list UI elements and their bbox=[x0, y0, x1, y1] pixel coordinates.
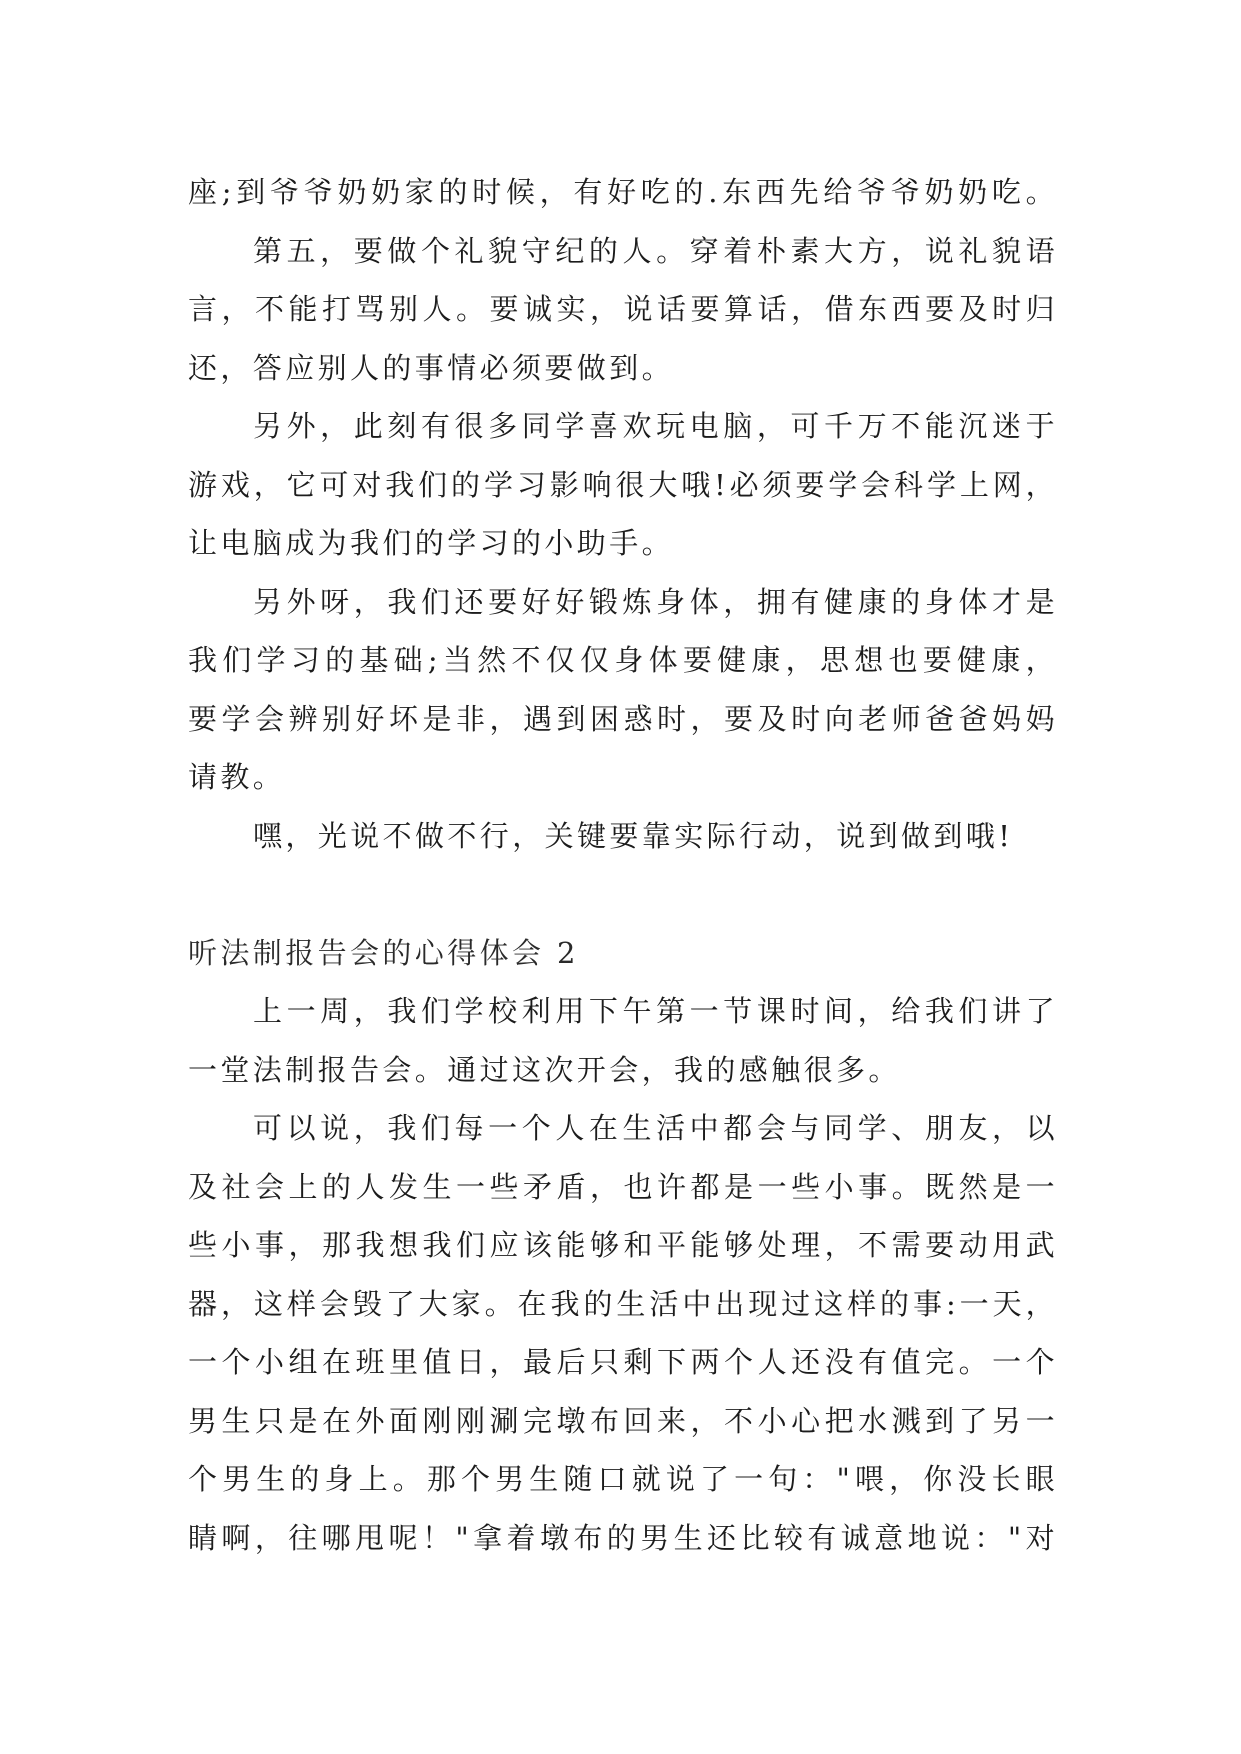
paragraph-line: 上一周，我们学校利用下午第一节课时间，给我们讲了 bbox=[253, 994, 1058, 1028]
paragraph bbox=[188, 982, 1058, 1099]
paragraph-line: 游戏，它可对我们的学习影响很大哦!必须要学会科学上网， bbox=[188, 467, 1058, 502]
paragraph-line: 些小事，那我想我们应该能够和平能够处理，不需要动用武 bbox=[188, 1228, 1058, 1262]
paragraph-line: 另外呀，我们还要好好锻炼身体，拥有健康的身体才是 bbox=[253, 584, 1058, 619]
blank-line bbox=[188, 865, 1058, 924]
paragraph-line: 还，答应别人的事情必须要做到。 bbox=[188, 350, 675, 385]
paragraph-line: 座;到爷爷奶奶家的时候，有好吃的.东西先给爷爷奶奶吃。 bbox=[188, 175, 1058, 209]
paragraph-line: 器，这样会毁了大家。在我的生活中出现过这样的事:一天， bbox=[188, 1286, 1058, 1321]
paragraph bbox=[188, 573, 1058, 807]
paragraph-line: 让电脑成为我们的学习的小助手。 bbox=[188, 526, 675, 560]
paragraph bbox=[188, 807, 1058, 866]
paragraph-line: 个男生的身上。那个男生随口就说了一句："喂，你没长眼 bbox=[188, 1462, 1058, 1496]
paragraph-line: 一堂法制报告会。通过这次开会，我的感触很多。 bbox=[188, 1052, 901, 1087]
paragraph-line: 及社会上的人发生一些矛盾，也许都是一些小事。既然是一 bbox=[188, 1169, 1058, 1204]
paragraph bbox=[188, 222, 1058, 398]
paragraph-line: 我们学习的基础;当然不仅仅身体要健康，思想也要健康， bbox=[188, 643, 1058, 677]
paragraph-line: 睛啊，往哪甩呢！"拿着墩布的男生还比较有诚意地说："对 bbox=[188, 1520, 1058, 1555]
paragraph-line: 第五，要做个礼貌守纪的人。穿着朴素大方，说礼貌语 bbox=[253, 233, 1058, 268]
paragraph-line: 一个小组在班里值日，最后只剩下两个人还没有值完。一个 bbox=[188, 1345, 1058, 1379]
paragraph-line: 男生只是在外面刚刚涮完墩布回来，不小心把水溅到了另一 bbox=[188, 1403, 1058, 1438]
paragraph-line: 另外，此刻有很多同学喜欢玩电脑，可千万不能沉迷于 bbox=[253, 409, 1058, 443]
paragraph bbox=[188, 163, 1058, 222]
document-body bbox=[188, 163, 1058, 1567]
paragraph-line: 可以说，我们每一个人在生活中都会与同学、朋友，以 bbox=[253, 1111, 1058, 1145]
paragraph-line: 请教。 bbox=[188, 760, 286, 794]
section-title: 听法制报告会的心得体会 2 bbox=[188, 935, 579, 970]
paragraph-line: 嘿，光说不做不行，关键要靠实际行动，说到做到哦! bbox=[253, 818, 1014, 853]
paragraph-line: 要学会辨别好坏是非，遇到困惑时，要及时向老师爸爸妈妈 bbox=[188, 701, 1058, 736]
paragraph bbox=[188, 1099, 1058, 1567]
paragraph bbox=[188, 397, 1058, 573]
paragraph-line: 言，不能打骂别人。要诚实，说话要算话，借东西要及时归 bbox=[188, 292, 1058, 326]
